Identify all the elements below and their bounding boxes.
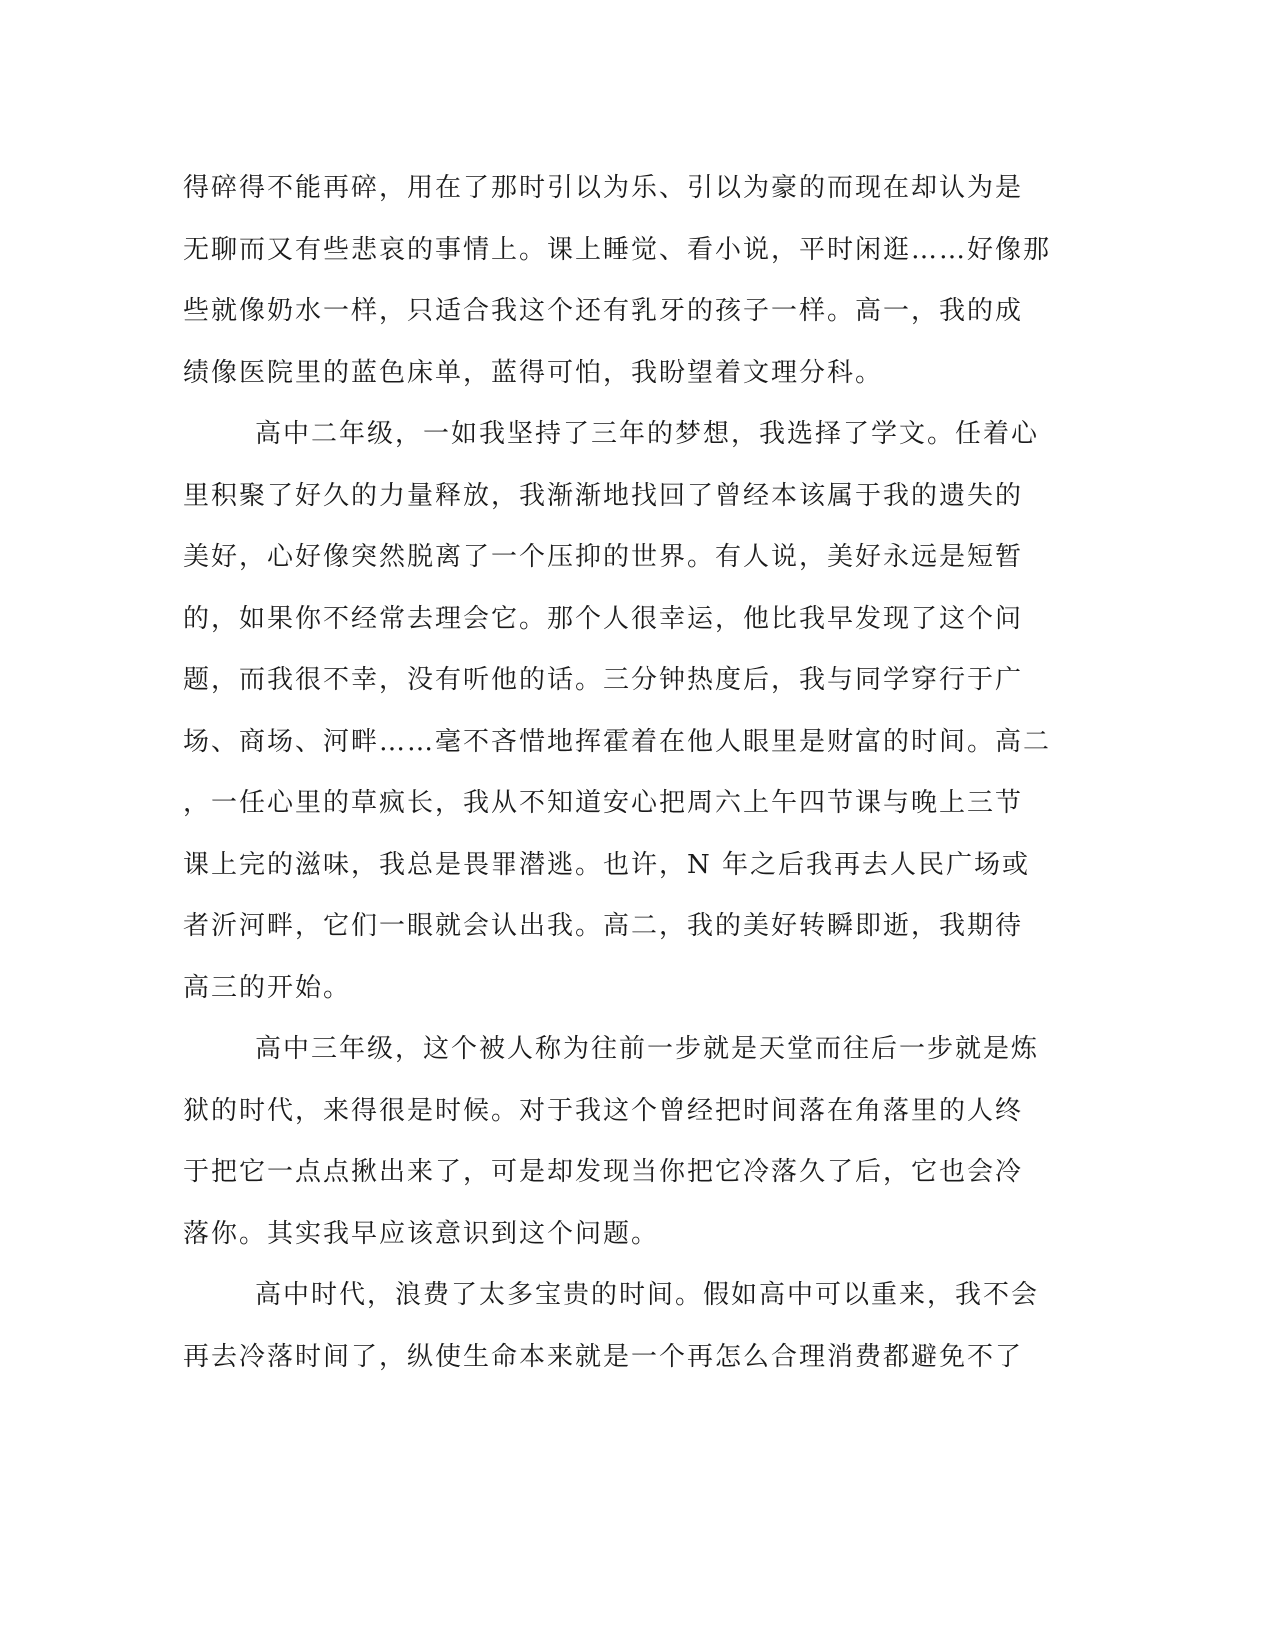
- paragraph-2: [183, 404, 1052, 1019]
- text-line-indented: 高中时代，浪费了太多宝贵的时间。假如高中可以重来，我不会: [255, 1280, 1040, 1310]
- text-line: 落你。其实我早应该意识到这个问题。: [183, 1218, 660, 1249]
- text-line: 的，如果你不经常去理会它。那个人很幸运，他比我早发现了这个问: [183, 603, 1024, 634]
- text-line: 得碎得不能再碎，用在了那时引以为乐、引以为豪的而现在却认为是: [183, 173, 1024, 203]
- text-line: 无聊而又有些悲哀的事情上。课上睡觉、看小说，平时闲逛……好像那: [183, 234, 1052, 265]
- text-line-indented: 高中三年级，这个被人称为往前一步就是天堂而往后一步就是炼: [255, 1034, 1040, 1064]
- text-line: 题，而我很不幸，没有听他的话。三分钟热度后，我与同学穿行于广: [183, 665, 1024, 695]
- paragraph-1: [183, 158, 1052, 404]
- paragraph-4: [183, 1265, 1043, 1388]
- text-line: 再去冷落时间了，纵使生命本来就是一个再怎么合理消费都避免不了: [183, 1341, 1024, 1372]
- text-line: 场、商场、河畔……毫不吝惜地挥霍着在他人眼里是财富的时间。高二: [183, 726, 1052, 757]
- text-line-indented: 高中二年级，一如我坚持了三年的梦想，我选择了学文。任着心: [255, 419, 1040, 449]
- text-line: 些就像奶水一样，只适合我这个还有乳牙的孩子一样。高一，我的成: [183, 296, 1024, 326]
- text-line: 于把它一点点揪出来了，可是却发现当你把它冷落久了后，它也会冷: [183, 1157, 1024, 1187]
- text-line: 高三的开始。: [183, 972, 352, 1003]
- essay-body: [183, 158, 1052, 1388]
- text-line: 狱的时代，来得很是时候。对于我这个曾经把时间落在角落里的人终: [183, 1095, 1024, 1126]
- text-line: 里积聚了好久的力量释放，我渐渐地找回了曾经本该属于我的遗失的: [183, 480, 1024, 511]
- text-line: 课上完的滋味，我总是畏罪潜逃。也许，N 年之后我再去人民广场或: [183, 849, 1031, 880]
- text-line: 美好，心好像突然脱离了一个压抑的世界。有人说，美好永远是短暂: [183, 542, 1024, 572]
- text-line: 绩像医院里的蓝色床单，蓝得可怕，我盼望着文理分科。: [183, 357, 884, 388]
- text-line: ，一任心里的草疯长，我从不知道安心把周六上午四节课与晚上三节: [183, 788, 1024, 818]
- paragraph-3: [183, 1019, 1043, 1265]
- text-line: 者沂河畔，它们一眼就会认出我。高二，我的美好转瞬即逝，我期待: [183, 911, 1024, 941]
